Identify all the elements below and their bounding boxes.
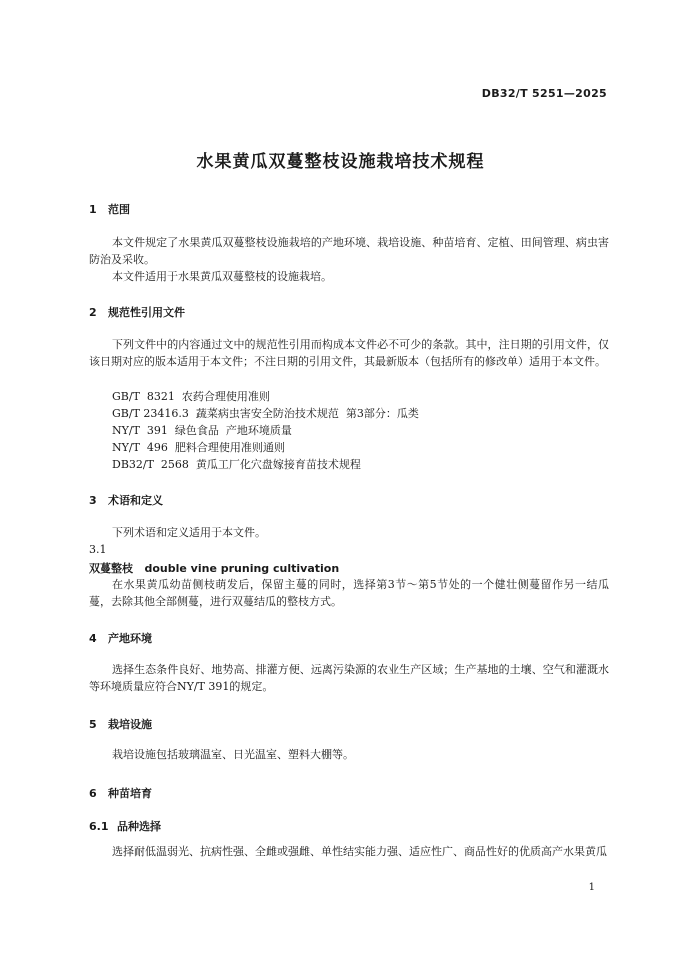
section-heading-3 xyxy=(89,492,163,508)
section-title: 栽培设施 xyxy=(108,718,152,731)
section-number: 2 xyxy=(89,306,97,319)
section-heading-6 xyxy=(89,785,152,801)
section-heading-5 xyxy=(89,716,152,732)
standard-code: DB32/T 5251—2025 xyxy=(481,87,607,100)
term-number: 3.1 xyxy=(89,543,107,556)
subsection-heading-6-1 xyxy=(89,818,161,834)
document-title: 水果黄瓜双蔓整枝设施栽培技术规程 xyxy=(196,152,485,172)
paragraph: 选择耐低温弱光、抗病性强、全雌或强雌、单性结实能力强、适应性广、商品性好的优质高产水果黄瓜 xyxy=(112,845,607,858)
paragraph: 栽培设施包括玻璃温室、日光温室、塑料大棚等。 xyxy=(112,748,354,761)
section-number: 6 xyxy=(89,787,97,800)
section-number: 3 xyxy=(89,494,97,507)
paragraph: 下列文件中的内容通过文中的规范性引用而构成本文件必不可少的条款。其中，注日期的引用文件，仅该日期对应的版本适用于本文件；不注日期的引用文件，其最新版本（包括所有的修改单）适用于本文件。 xyxy=(89,338,609,368)
section-number: 4 xyxy=(89,632,97,645)
paragraph: 本文件适用于水果黄瓜双蔓整枝的设施栽培。 xyxy=(112,270,332,283)
term-entry: 双蔓整枝 double vine pruning cultivation xyxy=(89,562,340,575)
reference-item: NY/T 496 肥料合理使用准则通则 xyxy=(112,441,285,454)
section-number: 1 xyxy=(89,203,97,216)
section-heading-4 xyxy=(89,630,152,646)
section-title: 规范性引用文件 xyxy=(108,306,185,319)
page-number: 1 xyxy=(588,882,595,893)
reference-item: DB32/T 2568 黄瓜工厂化穴盘嫁接育苗技术规程 xyxy=(112,458,361,471)
section-title: 术语和定义 xyxy=(108,494,163,507)
section-title: 范围 xyxy=(108,203,130,216)
paragraph: 在水果黄瓜幼苗侧枝萌发后，保留主蔓的同时，选择第3节～第5节处的一个健壮侧蔓留作另一结瓜蔓，去除其他全部侧蔓，进行双蔓结瓜的整枝方式。 xyxy=(89,578,609,608)
subsection-title: 品种选择 xyxy=(117,820,161,833)
section-heading-1 xyxy=(89,201,130,217)
section-heading-2 xyxy=(89,304,185,320)
reference-item: GB/T 23416.3 蔬菜病虫害安全防治技术规范 第3部分：瓜类 xyxy=(112,407,419,420)
section-title: 种苗培育 xyxy=(108,787,152,800)
reference-item: GB/T 8321 农药合理使用准则 xyxy=(112,390,270,403)
section-title: 产地环境 xyxy=(108,632,152,645)
section-number: 5 xyxy=(89,718,97,731)
reference-item: NY/T 391 绿色食品 产地环境质量 xyxy=(112,424,292,437)
paragraph: 下列术语和定义适用于本文件。 xyxy=(112,526,266,539)
subsection-number: 6.1 xyxy=(89,820,109,833)
paragraph: 选择生态条件良好、地势高、排灌方便、远离污染源的农业生产区域；生产基地的土壤、空气和灌溉水等环境质量应符合NY/T 391的规定。 xyxy=(89,663,609,693)
paragraph: 本文件规定了水果黄瓜双蔓整枝设施栽培的产地环境、栽培设施、种苗培育、定植、田间管理、病虫害防治及采收。 xyxy=(89,236,609,266)
